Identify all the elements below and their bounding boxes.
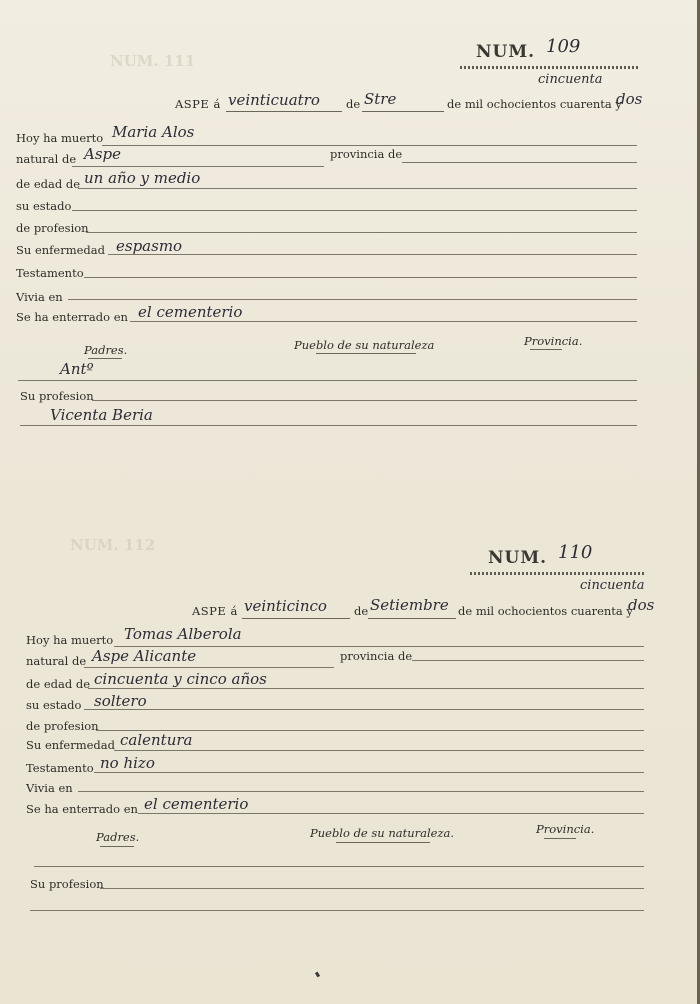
field-label: Su enfermedad <box>26 738 116 752</box>
mother-name: Vicenta Beria <box>50 406 153 424</box>
de-label: de <box>346 97 361 111</box>
field-value: no hizo <box>100 754 155 772</box>
field-value: cincuenta y cinco años <box>94 670 267 688</box>
record-number-value: 109 <box>546 36 581 57</box>
record-number-label: NUM. <box>476 42 536 62</box>
ink-mark <box>315 972 320 978</box>
father-name: Antº <box>60 360 94 378</box>
field-value: un año y medio <box>84 169 201 187</box>
month-value: Setiembre <box>370 596 449 614</box>
padres-label: Padres. <box>84 343 128 357</box>
year-suffix: dos <box>628 596 655 614</box>
field-label: Vivia en <box>16 290 63 304</box>
field-value: Aspe Alicante <box>92 647 197 665</box>
field-label: Testamento <box>16 266 84 280</box>
field-value: soltero <box>94 692 147 710</box>
bleed-through-mark: NUM. 111 <box>110 52 196 70</box>
wavy-rule <box>470 572 646 575</box>
record-number-label: NUM. <box>488 548 548 568</box>
field-value: espasmo <box>116 237 183 255</box>
padres-label: Padres. <box>96 830 140 844</box>
field-value: Maria Alos <box>112 123 195 141</box>
year-annotation: cincuenta <box>538 72 603 87</box>
field-label: Se ha enterrado en <box>26 802 138 816</box>
wavy-rule <box>460 66 638 69</box>
year-suffix: dos <box>616 90 643 108</box>
provincia-label: provincia de <box>340 649 413 663</box>
day-value: veinticuatro <box>228 91 320 109</box>
provincia-label: provincia de <box>330 147 403 161</box>
su-profesion-label: Su profesion <box>20 389 94 403</box>
month-value: Stre <box>364 90 397 108</box>
field-label: de edad de <box>16 177 81 191</box>
de-label: de <box>354 604 369 618</box>
aspe-label: ASPE á <box>192 604 238 618</box>
provincia-column-label: Provincia. <box>524 334 583 348</box>
pueblo-label: Pueblo de su naturaleza <box>294 338 435 352</box>
pueblo-label: Pueblo de su naturaleza. <box>310 826 455 840</box>
field-value: el cementerio <box>144 795 249 813</box>
day-value: veinticinco <box>244 597 327 615</box>
field-label: de profesion <box>26 719 99 733</box>
field-label: Hoy ha muerto <box>26 633 114 647</box>
field-label: Testamento <box>26 761 94 775</box>
bleed-through-mark: NUM. 112 <box>70 536 156 554</box>
field-label: su estado <box>26 698 82 712</box>
field-label: Vivia en <box>26 781 73 795</box>
su-profesion-label: Su profesion <box>30 877 104 891</box>
aspe-label: ASPE á <box>175 97 221 111</box>
provincia-column-label: Provincia. <box>536 822 595 836</box>
field-label: Se ha enterrado en <box>16 310 128 324</box>
field-label: su estado <box>16 199 72 213</box>
year-text: de mil ochocientos cuarenta y <box>447 97 622 111</box>
field-label: de profesion <box>16 221 89 235</box>
field-label: Su enfermedad <box>16 243 106 257</box>
field-label: de edad de <box>26 677 91 691</box>
field-value: el cementerio <box>138 303 243 321</box>
field-label: natural de <box>16 152 77 166</box>
year-annotation: cincuenta <box>580 578 645 593</box>
record-number-value: 110 <box>558 542 593 563</box>
field-value: Tomas Alberola <box>124 625 242 643</box>
year-text: de mil ochocientos cuarenta y <box>458 604 633 618</box>
field-value: Aspe <box>84 145 122 163</box>
field-label: natural de <box>26 654 87 668</box>
field-value: calentura <box>120 731 193 749</box>
field-label: Hoy ha muerto <box>16 131 104 145</box>
